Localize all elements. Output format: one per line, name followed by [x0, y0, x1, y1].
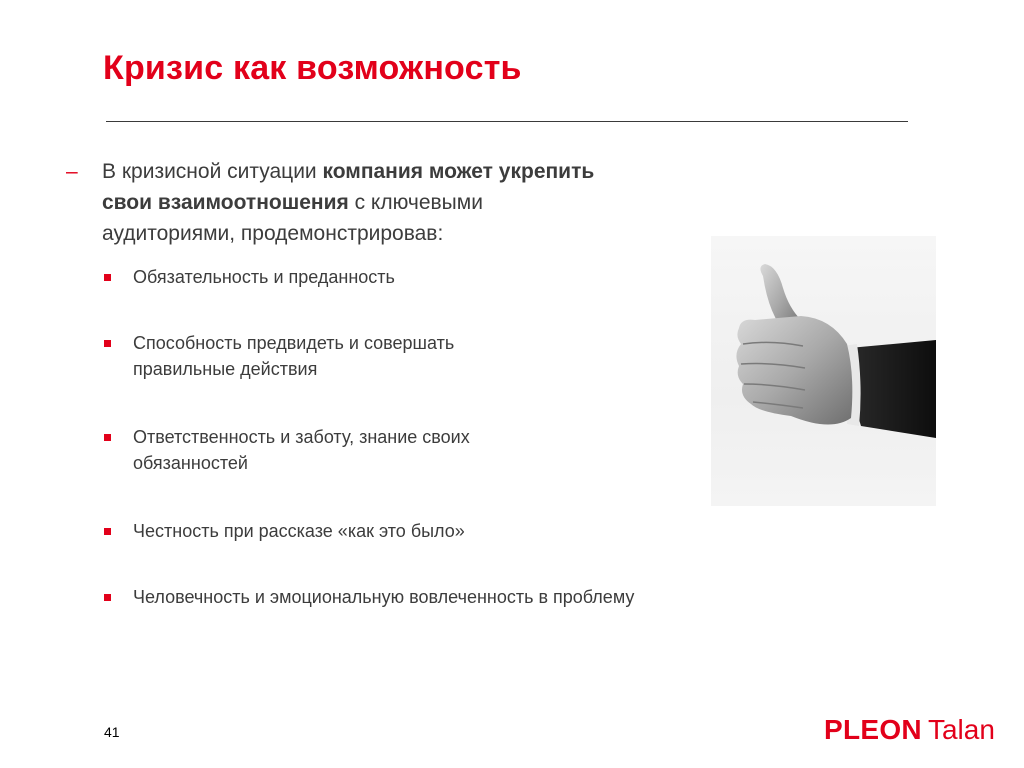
lead-text: [102, 156, 602, 249]
bullet-item: [104, 264, 664, 290]
slide-title: Кризис как возможность: [103, 49, 522, 87]
thumbs-up-photo: [711, 236, 936, 506]
square-bullet-icon: [104, 594, 111, 601]
lead-text-suffix: с ключевыми аудиториями, продемонстрировав:: [102, 191, 483, 245]
square-bullet-icon: [104, 528, 111, 535]
bullet-text: Честность при рассказе «как это было»: [133, 521, 465, 541]
bullet-text: Человечность и эмоциональную вовлеченность в проблему: [133, 587, 635, 607]
title-divider: [106, 121, 908, 122]
bullet-item: [104, 584, 664, 610]
bullet-item: [104, 330, 664, 382]
thumbs-up-icon: [711, 236, 936, 506]
lead-text-prefix: В кризисной ситуации: [102, 160, 323, 183]
page-number: 41: [104, 724, 120, 740]
dash-bullet: –: [66, 160, 78, 183]
bullet-text: Ответственность и заботу, знание своих обязанностей: [133, 427, 470, 473]
logo-pleon: PLEON: [824, 714, 922, 745]
bullet-item: [104, 424, 664, 476]
square-bullet-icon: [104, 434, 111, 441]
bullet-text: Обязательность и преданность: [133, 267, 395, 287]
square-bullet-icon: [104, 340, 111, 347]
logo-talan: Talan: [927, 714, 995, 745]
lead-paragraph: [66, 156, 686, 249]
pleon-talan-logo: [824, 712, 995, 748]
bullet-item: [104, 518, 664, 544]
square-bullet-icon: [104, 274, 111, 281]
lead-text-bold: компания может укрепить свои взаимоотношения: [102, 160, 595, 214]
bullet-text: Способность предвидеть и совершать правильные действия: [133, 333, 455, 379]
